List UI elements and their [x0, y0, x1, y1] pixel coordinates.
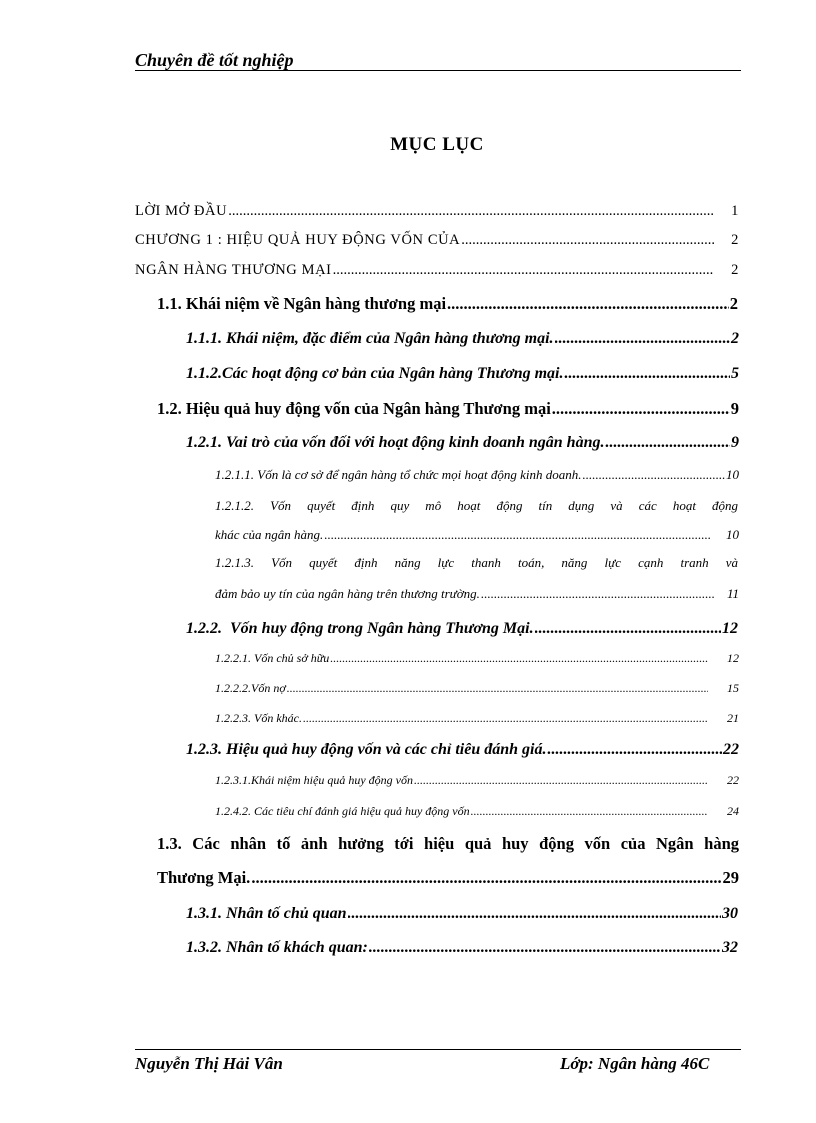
- toc-entry-page: 2: [731, 330, 739, 347]
- toc-entry-1-2-1-2-line1[interactable]: 1.2.1.2. Vốn quyết định quy mô hoạt động tín dụng và các hoạt động: [215, 498, 738, 513]
- toc-leader-dots: [535, 617, 721, 641]
- toc-leader-dots: [287, 676, 708, 700]
- toc-entry-1-2-2-1[interactable]: [215, 646, 739, 670]
- toc-entry-1-2[interactable]: [157, 397, 739, 421]
- toc-entry-page: 15: [727, 681, 739, 695]
- toc-entry-label: 1.2.1. Vai trò của vốn đối với hoạt động kinh doanh ngân hàng.: [186, 434, 605, 451]
- toc-entry-page: 2: [731, 262, 739, 278]
- toc-leader-dots: [461, 228, 714, 252]
- toc-entry-page: 10: [726, 527, 739, 542]
- toc-entry-label: 1.1.2.Các hoạt động cơ bản của Ngân hàng Thương mại.: [186, 365, 564, 382]
- toc-leader-dots: [555, 327, 730, 351]
- toc-entry-1-2-2[interactable]: [186, 617, 738, 641]
- toc-leader-dots: [324, 523, 710, 547]
- toc-entry-page: 2: [731, 232, 739, 248]
- toc-entry-label: 1.2.2. Vốn huy động trong Ngân hàng Thương Mại.: [186, 620, 534, 637]
- toc-leader-dots: [333, 258, 714, 282]
- toc-entry-label: 1.3.1. Nhân tố chủ quan: [186, 905, 347, 922]
- toc-entry-1-2-4-2[interactable]: [215, 799, 739, 823]
- footer-divider: [135, 1049, 741, 1050]
- toc-leader-dots: [605, 431, 730, 455]
- toc-entry-ngan-hang-thuong-mai[interactable]: [135, 258, 739, 282]
- toc-entry-page: 1: [731, 203, 739, 219]
- toc-entry-label: NGÂN HÀNG THƯƠNG MẠI: [135, 262, 332, 278]
- toc-entry-label: 1.2.1.1. Vốn là cơ sở để ngân hàng tổ chức mọi hoạt động kinh doanh.: [215, 467, 582, 482]
- toc-entry-1-1-2[interactable]: [186, 362, 739, 386]
- toc-entry-page: 10: [726, 467, 739, 482]
- toc-entry-page: 29: [722, 868, 739, 887]
- toc-entry-page: 2: [729, 294, 738, 313]
- toc-entry-1-2-1[interactable]: [186, 431, 739, 455]
- toc-leader-dots: [447, 292, 729, 316]
- toc-entry-label: đảm bảo uy tín của ngân hàng trên thương trường.: [215, 586, 480, 601]
- footer-class: Lớp: Ngân hàng 46C: [560, 1054, 710, 1073]
- toc-entry-label: 1.2.3. Hiệu quả huy động vốn và các chỉ tiêu đánh giá.: [186, 741, 547, 758]
- toc-entry-1-2-3[interactable]: [186, 738, 739, 762]
- toc-entry-label: LỜI MỞ ĐẦU: [135, 203, 228, 219]
- toc-leader-dots: [303, 706, 708, 730]
- toc-entry-page: 12: [722, 620, 738, 637]
- toc-entry-1-2-1-3[interactable]: [215, 582, 739, 606]
- toc-entry-chuong-1[interactable]: [135, 228, 739, 252]
- toc-entry-label: 1.2.2.2.Vốn nợ: [215, 681, 286, 695]
- toc-entry-1-2-1-1[interactable]: [215, 463, 739, 487]
- toc-entry-page: 22: [727, 773, 739, 787]
- toc-entry-1-3-2[interactable]: [186, 936, 738, 960]
- toc-entry-1-2-2-2[interactable]: [215, 676, 739, 700]
- toc-leader-dots: [369, 936, 721, 960]
- toc-entry-page: 5: [731, 365, 739, 382]
- toc-entry-page: 24: [727, 804, 739, 818]
- page-header-title: Chuyên đề tốt nghiệp: [135, 50, 294, 70]
- toc-leader-dots: [583, 463, 725, 487]
- toc-entry-page: 11: [726, 586, 739, 601]
- toc-entry-1-2-3-1[interactable]: [215, 768, 739, 792]
- toc-leader-dots: [552, 397, 730, 421]
- footer-author: Nguyễn Thị Hải Vân: [135, 1054, 283, 1073]
- toc-entry-loi-mo-dau[interactable]: [135, 199, 739, 223]
- toc-entry-page: 30: [722, 905, 738, 922]
- toc-entry-page: 9: [731, 434, 739, 451]
- toc-leader-dots: [330, 646, 708, 670]
- toc-leader-dots: [547, 738, 722, 762]
- toc-entry-label: khác của ngân hàng.: [215, 527, 324, 542]
- toc-heading: MỤC LỤC: [390, 134, 484, 155]
- toc-entry-page: 21: [727, 711, 739, 725]
- toc-entry-1-2-1-3-line1[interactable]: 1.2.1.3. Vốn quyết định năng lực thanh toán, năng lực cạnh tranh và: [215, 555, 738, 570]
- toc-entry-page: 32: [722, 939, 738, 956]
- toc-entry-1-3[interactable]: [157, 866, 739, 890]
- toc-leader-dots: [228, 199, 714, 223]
- toc-leader-dots: [564, 362, 730, 386]
- toc-entry-label: 1.2. Hiệu quả huy động vốn của Ngân hàng Thương mại: [157, 399, 551, 418]
- toc-entry-label: 1.2.4.2. Các tiêu chí đánh giá hiệu quả huy động vốn: [215, 804, 470, 818]
- toc-entry-1-2-1-2[interactable]: [215, 523, 739, 547]
- toc-entry-1-3-1[interactable]: [186, 902, 738, 926]
- toc-entry-label: 1.1. Khái niệm về Ngân hàng thương mại: [157, 294, 447, 313]
- toc-entry-label: 1.3.2. Nhân tố khách quan:: [186, 939, 368, 956]
- header-divider: [135, 70, 741, 71]
- toc-entry-1-3-line1[interactable]: 1.3. Các nhân tố ảnh hưởng tới hiệu quả huy động vốn của Ngân hàng: [157, 834, 739, 853]
- toc-entry-page: 12: [727, 651, 739, 665]
- toc-leader-dots: [471, 799, 708, 823]
- toc-leader-dots: [414, 768, 708, 792]
- toc-entry-label: 1.2.2.1. Vốn chủ sở hữu: [215, 651, 330, 665]
- toc-entry-page: 22: [723, 741, 739, 758]
- toc-entry-1-1[interactable]: [157, 292, 738, 316]
- toc-entry-label: 1.2.3.1.Khái niệm hiệu quả huy động vốn: [215, 773, 413, 787]
- toc-leader-dots: [481, 582, 714, 606]
- toc-entry-label: 1.1.1. Khái niệm, đặc điểm của Ngân hàng thương mại.: [186, 330, 554, 347]
- toc-leader-dots: [251, 866, 721, 890]
- toc-leader-dots: [348, 902, 722, 926]
- toc-entry-label: Thương Mại.: [157, 868, 251, 887]
- toc-entry-1-2-2-3[interactable]: [215, 706, 739, 730]
- toc-entry-page: 9: [730, 399, 739, 418]
- toc-entry-1-1-1[interactable]: [186, 327, 739, 351]
- toc-entry-label: CHƯƠNG 1 : HIỆU QUẢ HUY ĐỘNG VỐN CỦA: [135, 232, 461, 248]
- toc-entry-label: 1.2.2.3. Vốn khác.: [215, 711, 302, 725]
